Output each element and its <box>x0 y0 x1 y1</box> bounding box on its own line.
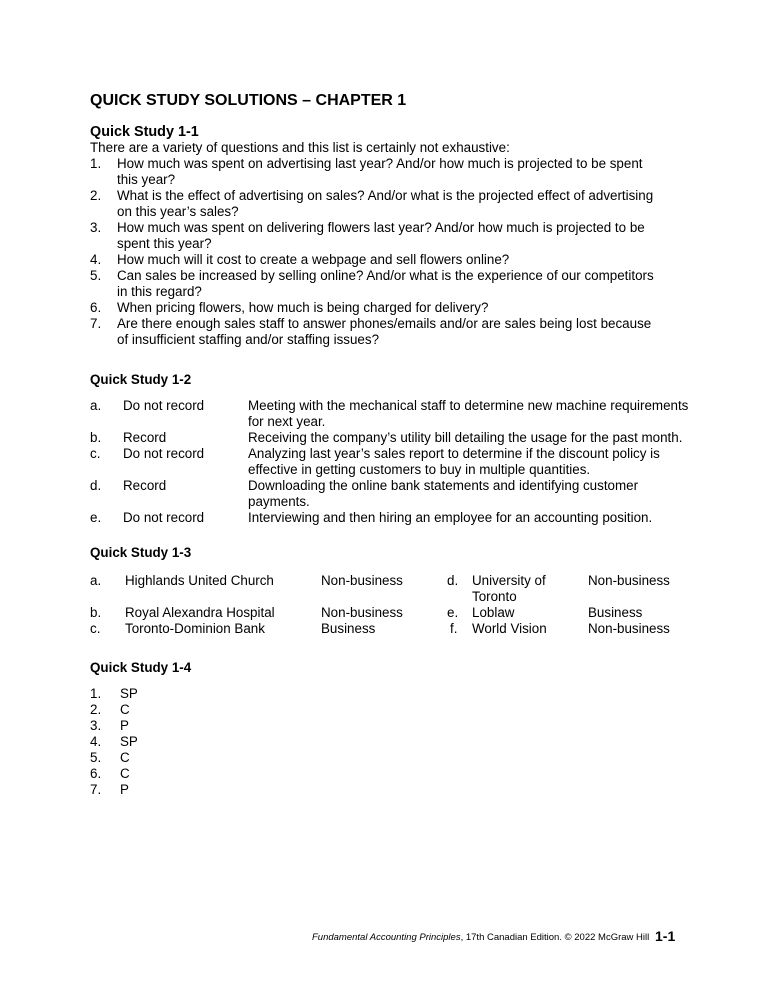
edition-text: , 17th Canadian Edition. © 2022 McGraw Hill <box>460 932 650 943</box>
qs2-heading: Quick Study 1-2 <box>90 372 192 387</box>
qs1-heading: Quick Study 1-1 <box>90 124 199 140</box>
page-footer <box>312 932 649 943</box>
qs3-heading: Quick Study 1-3 <box>90 545 192 560</box>
qs4-heading: Quick Study 1-4 <box>90 660 192 675</box>
book-title: Fundamental Accounting Principles <box>312 932 461 943</box>
qs1-intro: There are a variety of questions and this list is certainly not exhaustive: <box>90 140 510 155</box>
page-number: 1-1 <box>655 928 676 944</box>
page-title: QUICK STUDY SOLUTIONS – CHAPTER 1 <box>90 92 407 109</box>
